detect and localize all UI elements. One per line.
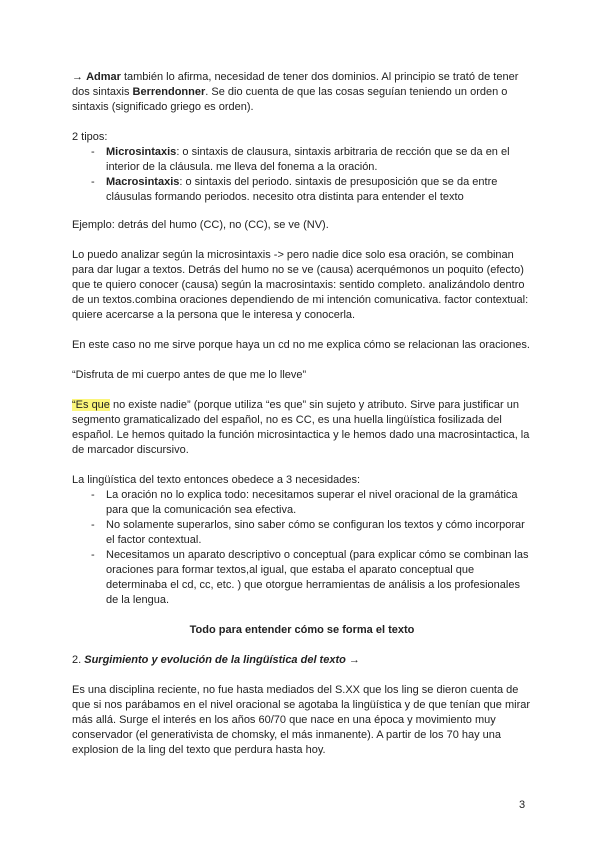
definition-microsintaxis: : o sintaxis de clausura, sintaxis arbitraria de rección que se da en el interior de la cláusula. me lleva del fonema a la oración.	[106, 146, 510, 173]
section-number: 2.	[72, 654, 85, 666]
quote-open: “	[72, 399, 76, 411]
paragraph-admar-text-1: también lo afirma, necesidad de tener dos dominios. Al principio se trató de tener dos sintaxis	[72, 71, 519, 98]
section-title: Surgimiento y evolución de la lingüística del texto	[84, 654, 346, 666]
term-microsintaxis: Microsintaxis	[106, 146, 177, 158]
term-macrosintaxis: Macrosintaxis	[106, 176, 180, 188]
paragraph-admar-text-2: . Se dio cuenta de que las cosas seguían teniendo un orden o sintaxis (significado griego es orden).	[72, 86, 508, 113]
summary-heading: Todo para entender cómo se forma el texto	[189, 624, 415, 636]
dash-bullet: -	[91, 489, 95, 501]
list-item-text: Necesitamos un aparato descriptivo o conceptual (para explicar cómo se combinan las oraciones para formar textos,al igual, que estaba el aparato conceptual que determinaba el cd, cc, etc. ) que otorgue herramientas de análisis a los profesionales de la lengua.	[106, 549, 529, 606]
list-item-text: La oración no lo explica todo: necesitamos superar el nivel oracional de la gramática para que la comunicación sea efectiva.	[106, 489, 518, 516]
list-item-macrosintaxis	[72, 175, 532, 205]
list-item	[72, 488, 532, 518]
list-item	[72, 548, 532, 608]
dash-bullet: -	[91, 176, 95, 188]
paragraph-es-que-text: no existe nadie” (porque utiliza “es que” sin sujeto y atributo. Sirve para justificar un segmento gramaticalizado del español, no es CC, es una huella lingüística fosilizada del español. Le hemos quitado la función microsintactica y le hemos dado una macrosintactica, la de marcador discursivo.	[72, 399, 530, 456]
highlighted-es-que	[72, 399, 110, 411]
quote-disfruta: “Disfruta de mi cuerpo antes de que me lo lleve”	[72, 369, 307, 381]
name-admar: Admar	[86, 71, 121, 83]
list-item	[72, 518, 532, 548]
paragraph-disciplina: Es una disciplina reciente, no fue hasta mediados del S.XX que los ling se dieron cuenta de que si nos parábamos en el nivel oracional se agotaba la lingüística y de que tenían que mirar más allá. Surge el interés en los años 60/70 que nace en una época y movimiento muy conservador (el generativista de chomsky, el más inmanente). A partir de los 70 hay una explosion de la ling del texto que perdura hasta hoy.	[72, 684, 531, 756]
paragraph-ejemplo: Ejemplo: detrás del humo (CC), no (CC), se ve (NV).	[72, 219, 329, 231]
section-2-heading	[72, 653, 532, 668]
name-berrendonner: Berrendonner	[132, 86, 206, 98]
page-content	[72, 70, 532, 758]
paragraph-admar	[72, 70, 532, 115]
list-item-text: No solamente superarlos, sino saber cómo se configuran los textos y cómo incorporar el factor contextual.	[106, 519, 525, 546]
highlight-text: Es que	[75, 399, 110, 411]
paragraph-analisis: Lo puedo analizar según la microsintaxis -> pero nadie dice solo esa oración, se combinan para dar lugar a textos. Detrás del humo no se ve (causa) acerquémonos un poquito (efecto) que te quiero conocer (causa) según la macrosintaxis: sentido completo. analizándolo dentro de un textos.combina oraciones dependiendo de mi intención comunicativa. factor contextual: quiere acercarse a la persona que le interesa y conocerla.	[72, 249, 529, 321]
paragraph-es-que	[72, 398, 532, 458]
arrow-glyph: →	[345, 654, 360, 666]
dash-bullet: -	[91, 519, 95, 531]
dash-bullet: -	[91, 549, 95, 561]
definition-macrosintaxis: : o sintaxis del periodo. sintaxis de presuposición que se da entre cláusulas formando periodos. necesito otra distinta para entender el texto	[106, 176, 498, 203]
dash-bullet: -	[91, 146, 95, 158]
page-number: 3	[519, 799, 526, 811]
tipos-list	[72, 145, 532, 205]
arrow-glyph: →	[72, 71, 87, 83]
list-item-microsintaxis	[72, 145, 532, 175]
paragraph-caso: En este caso no me sirve porque haya un cd no me explica cómo se relacionan las oraciones.	[72, 339, 530, 351]
necesidades-heading: La lingüística del texto entonces obedece a 3 necesidades:	[72, 474, 361, 486]
necesidades-list	[72, 488, 532, 608]
tipos-heading: 2 tipos:	[72, 131, 108, 143]
